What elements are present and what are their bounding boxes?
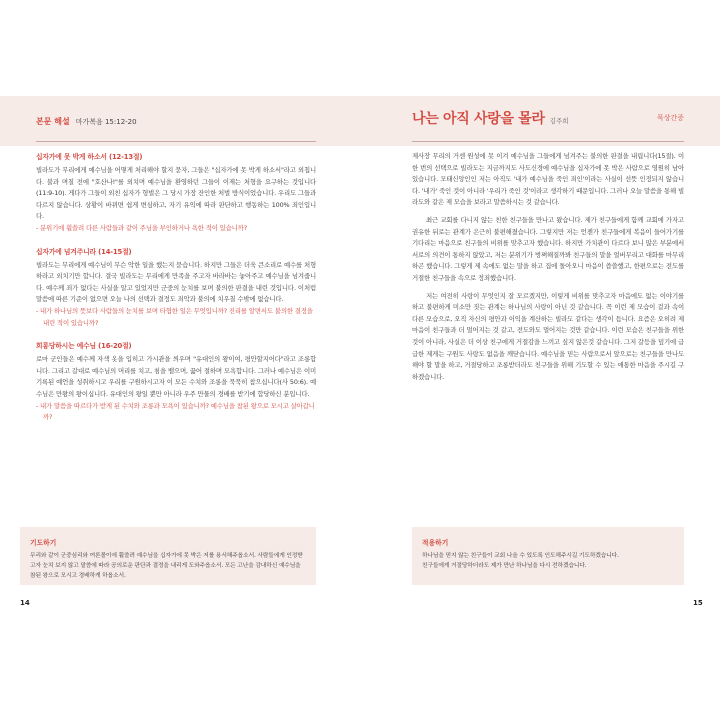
article-title: 나는 아직 사랑을 몰라: [412, 111, 545, 127]
section-body: 빌라도는 무리에게 예수님이 무슨 악한 일을 했는지 묻습니다. 하지만 그들은 더욱 큰소리로 예수를 처형하라고 외치기만 합니다. 결국 빌라도는 무리에게 만족을 주고자 바라바는 놓아주고 예수님을 넘겨줍니다. 예수께 죄가 없다는 사실을 알고 있었지만 군중의 눈치를 보며 불의한 판결을 내린 것입니다. 이처럼 말씀에 따른 기준이 없으면 오늘 나의 선택과 결정도 죄악과 불의에 치우칠 수밖에 없습니다.: [36, 260, 316, 304]
author-name: 김주희: [549, 117, 569, 125]
page-number: 15: [693, 599, 703, 607]
header-label: 본문 해설: [36, 117, 70, 126]
header-divider: [36, 141, 316, 142]
right-page: [360, 96, 720, 656]
scripture-reference: 마가복음 15:12-20: [75, 118, 137, 126]
section-title: 십자가에 넘겨주니라 (14-15절): [36, 247, 132, 256]
testimony-paragraph: 최근 교회를 다니지 않는 친한 친구들을 만나고 왔습니다. 제가 친구들에게 함께 교회에 가자고 권유한 뒤로는 관계가 은근히 불편해졌습니다. 그렇지만 저는 언젠가 친구들에게 복음이 들어가기를 기다리는 마음으로 친구들의 비위를 맞추고자 했습니다. 하지만 가치관이 다르다 보니 많은 부분에서 서로의 의견이 통하지 않았고, 저는 분위기가 벙쪄해질까봐 친구들의 말을 얼버무리고 대화를 마무리하곤 했습니다. 그렇게 제 속에도 없는 말을 하고 집에 돌아오니 마음이 씁쓸했고, 한편으로는 전도를 거절한 친구들을 속으로 정죄했습니다.: [412, 215, 684, 282]
section-body: 로마 군인들은 예수께 자색 옷을 입히고 가시관을 씌우며 "유대인의 왕이여, 평안할지어다"라고 조롱합니다. 그리고 갈대로 예수님의 머리를 치고, 침을 뱉으며, 꿇어 절하며 모욕합니다. 그러나 예수님은 이미 기록된 예언을 성취하시고 우리를 구원하시고자 이 모든 수치와 조롱을 묵묵히 참으십니다(사 50:6). 예수님은 만왕의 왕이십니다. 유대인의 왕일 뿐만 아니라 우주 만물의 경배를 받기에 합당하신 분입니다.: [36, 355, 316, 398]
testimony-paragraph: 제사장 무리의 거센 원성에 못 이겨 예수님을 그들에게 넘겨주는 불의한 판결을 내립니다(15절). 이 한 번의 선택으로 빌라도는 지금까지도 사도신경에 예수님을 십자가에 못 박은 사람으로 영원히 남아 있습니다. 모태신앙인인 저는 아직도 '내가 예수님을 죽인 죄인'이라는 사실이 선뜻 인정되지 않습니다. '내가' 죽인 것이 아니라 '우리가 죽인 것'이라고 생각하기 때문입니다. 그러나 오늘 말씀을 통해 빌라도와 같은 제 모습을 보라고 말씀하시는 것 같습니다.: [412, 152, 684, 207]
left-header: [36, 116, 137, 127]
section-title: 십자가에 못 박게 하소서 (12-13절): [36, 153, 143, 161]
reflection-question: - 내가 말씀을 따르다가 받게 된 수치와 조롱과 모욕이 있습니까? 예수님을 참된 왕으로 모시고 살아갑니까?: [36, 401, 315, 422]
prayer-box: [20, 527, 316, 585]
prayer-body: 무리와 같이 군중심리와 여론몰이에 휩쓸려 예수님을 십자가에 못 박은 저를 용서해주옵소서. 사람들에게 인정받고자 눈치 보지 않고 말씀에 따라 공의로운 판단과 결정을 내리게 도와주옵소서. 모든 고난을 감내하신 예수님을 참된 왕으로 모시고 경배하게 하옵소서.: [30, 553, 303, 579]
commentary-section: [36, 246, 316, 330]
application-line: 하나님을 믿지 않는 친구들이 교회 나올 수 있도록 인도해주시길 기도하겠습니다.: [422, 553, 619, 559]
prayer-title: 기도하기: [30, 539, 57, 547]
application-line: 친구들에게 거절당하더라도 제가 만난 하나님을 다시 전하겠습니다.: [422, 563, 587, 569]
left-page: [0, 96, 360, 656]
testimony-content: [412, 151, 684, 389]
section-title: 희롱당하시는 예수님 (16-20절): [36, 342, 132, 351]
page-number: 14: [20, 599, 30, 607]
reflection-question: - 내가 하나님의 뜻보다 사람들의 눈치를 보며 타협한 일은 무엇입니까? 진리를 알면서도 불의한 결정을 내린 적이 있습니까?: [36, 306, 313, 327]
right-header: [412, 108, 569, 128]
header-divider: [412, 141, 684, 142]
application-box: [412, 527, 684, 585]
commentary-content: [36, 151, 316, 435]
application-title: 적용하기: [422, 539, 449, 547]
section-tag: 묵상간증: [656, 114, 684, 122]
commentary-section: [36, 340, 316, 424]
testimony-paragraph: 저는 여전히 사랑이 무엇인지 잘 모르겠지만, 이렇게 비위를 맞추고자 마음에도 없는 이야기를 하고 불편하게 미소만 짓는 관계는 하나님의 사랑이 아닌 것 같습니다. 꼭 이런 제 모습이 겉과 속이 다른 모습으로, 오직 자신의 평안과 이익을 계산하는 빌라도 같다는 생각이 듭니다. 요즘은 오히려 제 마음이 친구들과 더 멀어지는 것 같고, 전도와도 멀어지는 것만 같습니다. 이런 모습은 친구들을 위한 것이 아니라, 사실은 더 이상 친구에게 거절감을 느끼고 싶지 않은것 같습니다. 그저 갈등을 덮기에 급급한 제게는 구원도 사랑도 없음을 깨닫습니다. 예수님을 믿는 사람으로서 앞으로는 친구들을 만나도 해야 할 말을 하고, 거절당하고 조롱받더라도 친구들을 위해 기도할 수 있는 애통한 마음을 주시길 구하겠습니다.: [412, 291, 684, 381]
section-body: 빌라도가 무리에게 예수님을 어떻게 처리해야 할지 묻자, 그들은 "십자가에 못 박게 하소서"라고 외칩니다. 불과 며칠 전에 "호산나!"를 외치며 예수님을 환영하던 그들이 이제는 처형을 요구하는 것입니다(11:9-10). 게다가 그들이 외친 십자가 형벌은 그 당시 가장 잔인한 처벌 방식이었습니다. 우리도 그들과 다르지 않습니다. 상황이 바뀌면 쉽게 변심하고, 자기 유익에 따라 판단하고 행동하는 100% 죄인입니다.: [36, 166, 316, 221]
reflection-question: - 분위기에 휩쓸려 다른 사람들과 같이 주님을 부인하거나 욕한 적이 있습니까?: [36, 223, 247, 232]
commentary-section: [36, 151, 316, 235]
